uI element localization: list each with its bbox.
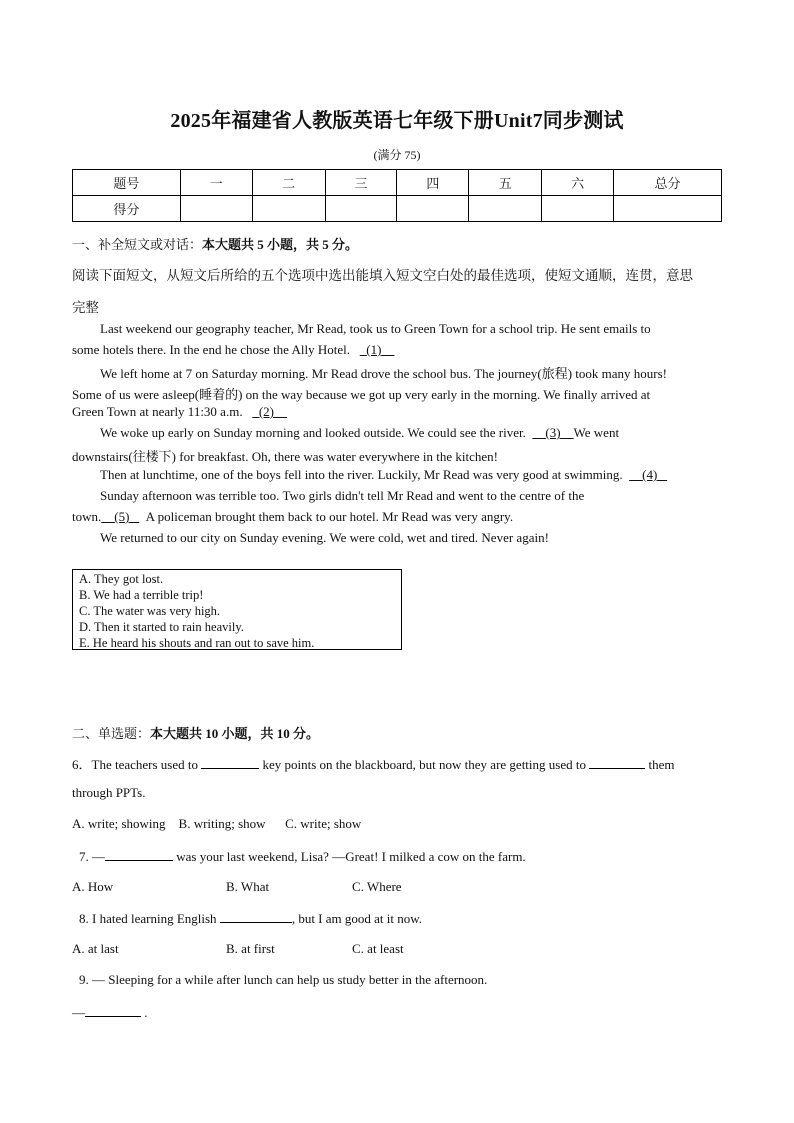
- passage-line: [100, 425, 619, 441]
- section1-heading-bold: 本大题共 5 小题，共 5 分。: [202, 237, 359, 252]
- section2-heading: [72, 723, 319, 742]
- q8-option-b[interactable]: B. at first: [226, 941, 275, 956]
- score-cell[interactable]: [325, 196, 397, 222]
- score-header-cell: 六: [542, 170, 614, 196]
- section1-heading-prefix: 一、补全短文或对话：: [72, 237, 203, 252]
- passage-line: Last weekend our geography teacher, Mr Read, took us to Green Town for a school trip. He sent emails to: [100, 321, 651, 336]
- q8-option-c[interactable]: C. at least: [352, 941, 404, 956]
- q7-option-c[interactable]: C. Where: [352, 879, 402, 894]
- question-9: 9. — Sleeping for a while after lunch can help us study better in the afternoon.: [79, 972, 488, 987]
- passage-line: Sunday afternoon was terrible too. Two girls didn't tell Mr Read and went to the centre of the: [100, 488, 585, 503]
- q7-option-b[interactable]: B. What: [226, 879, 270, 894]
- passage-text: A policeman brought them back to our hotel. Mr Read was very angry.: [145, 509, 514, 524]
- passage-line: [72, 509, 513, 525]
- passage-line: We left home at 7 on Saturday morning. Mr Read drove the school bus. The journey(旅程) took many hours!: [100, 366, 667, 381]
- question-6-text: 6．The teachers used to: [72, 757, 198, 772]
- q6-option-c[interactable]: C. write; show: [285, 816, 362, 831]
- passage-text: We woke up early on Sunday morning and looked outside. We could see the river.: [100, 425, 526, 440]
- score-cell[interactable]: [542, 196, 614, 222]
- question-9-reply: [72, 1004, 148, 1021]
- score-table-score-row: [73, 196, 722, 222]
- score-header-cell: 五: [469, 170, 542, 196]
- q7-option-a[interactable]: A. How: [72, 879, 114, 894]
- blank-1[interactable]: (1): [366, 342, 382, 357]
- page-title: 2025年福建省人教版英语七年级下册Unit7同步测试: [170, 110, 624, 132]
- section2-heading-prefix: 二、单选题：: [72, 726, 151, 741]
- question-6-cont: through PPTs.: [72, 785, 146, 800]
- score-cell[interactable]: [180, 196, 252, 222]
- option-e: E. He heard his shouts and ran out to save him.: [79, 636, 315, 650]
- question-7-text: was your last weekend, Lisa? —Great! I milked a cow on the farm.: [176, 849, 526, 864]
- passage-line: [72, 404, 287, 420]
- option-b: B. We had a terrible trip!: [79, 588, 204, 602]
- blank-4[interactable]: (4): [642, 467, 658, 482]
- question-6: [72, 754, 674, 773]
- question-7: [79, 848, 526, 865]
- score-header-cell: 总分: [614, 170, 722, 196]
- score-header-cell: 三: [325, 170, 397, 196]
- question-9-text: .: [144, 1005, 148, 1020]
- score-header-cell: 题号: [73, 170, 181, 196]
- score-table: [72, 169, 722, 222]
- blank-2[interactable]: (2): [258, 404, 274, 419]
- passage-text: We went: [573, 425, 620, 440]
- answer-blank[interactable]: [589, 756, 645, 769]
- passage-line: We returned to our city on Sunday evening. We were cold, wet and tired. Never again!: [100, 530, 549, 545]
- answer-blank[interactable]: [201, 756, 259, 769]
- full-mark: (满分 75): [373, 148, 421, 162]
- option-a: A. They got lost.: [79, 572, 164, 586]
- score-table-header-row: [73, 170, 722, 196]
- score-row-label: 得分: [73, 196, 181, 222]
- section1-heading: [72, 234, 358, 253]
- passage-line: [100, 467, 667, 483]
- passage-line: [72, 342, 394, 358]
- score-cell[interactable]: [397, 196, 469, 222]
- passage-line: downstairs(往楼下) for breakfast. Oh, there was water everywhere in the kitchen!: [72, 449, 498, 464]
- q6-option-a[interactable]: A. write; showing: [72, 816, 166, 831]
- question-8-text: 8. I hated learning English: [79, 911, 217, 926]
- answer-blank[interactable]: [105, 848, 173, 861]
- question-6-text: them: [648, 757, 675, 772]
- blank-3[interactable]: (3): [545, 425, 561, 440]
- option-d: D. Then it started to rain heavily.: [79, 620, 244, 634]
- passage-text: Green Town at nearly 11:30 a.m.: [72, 404, 243, 419]
- question-8-text: , but I am good at it now.: [291, 911, 423, 926]
- score-cell[interactable]: [614, 196, 722, 222]
- section2-heading-bold: 本大题共 10 小题，共 10 分。: [150, 726, 320, 741]
- score-cell[interactable]: [469, 196, 542, 222]
- q6-option-b[interactable]: B. writing; show: [178, 816, 266, 831]
- question-8: [79, 910, 422, 927]
- passage-text: Then at lunchtime, one of the boys fell into the river. Luckily, Mr Read was very good at swimming.: [100, 467, 623, 482]
- question-6-text: key points on the blackboard, but now they are getting used to: [262, 757, 586, 772]
- score-header-cell: 四: [397, 170, 469, 196]
- passage-text: some hotels there. In the end he chose the Ally Hotel.: [72, 342, 350, 357]
- blank-5[interactable]: (5): [114, 509, 130, 524]
- question-6-options: [72, 816, 361, 832]
- section1-instruction: 阅读下面短文，从短文后所给的五个选项中选出能填入短文空白处的最佳选项，使短文通顺，连贯，意思: [72, 268, 693, 283]
- answer-blank[interactable]: [220, 910, 292, 923]
- option-c: C. The water was very high.: [79, 604, 221, 618]
- options-box: [72, 569, 402, 650]
- passage-text: town.: [72, 509, 102, 524]
- question-7-text: 7. —: [79, 849, 105, 864]
- answer-blank[interactable]: [85, 1004, 141, 1017]
- score-cell[interactable]: [252, 196, 325, 222]
- question-9-text: —: [72, 1005, 85, 1020]
- q8-option-a[interactable]: A. at last: [72, 941, 119, 956]
- score-header-cell: 二: [252, 170, 325, 196]
- score-header-cell: 一: [180, 170, 252, 196]
- passage-line: Some of us were asleep(睡着的) on the way because we got up very early in the morning. We finally arrived at: [72, 387, 651, 402]
- section1-instruction-cont: 完整: [72, 300, 99, 315]
